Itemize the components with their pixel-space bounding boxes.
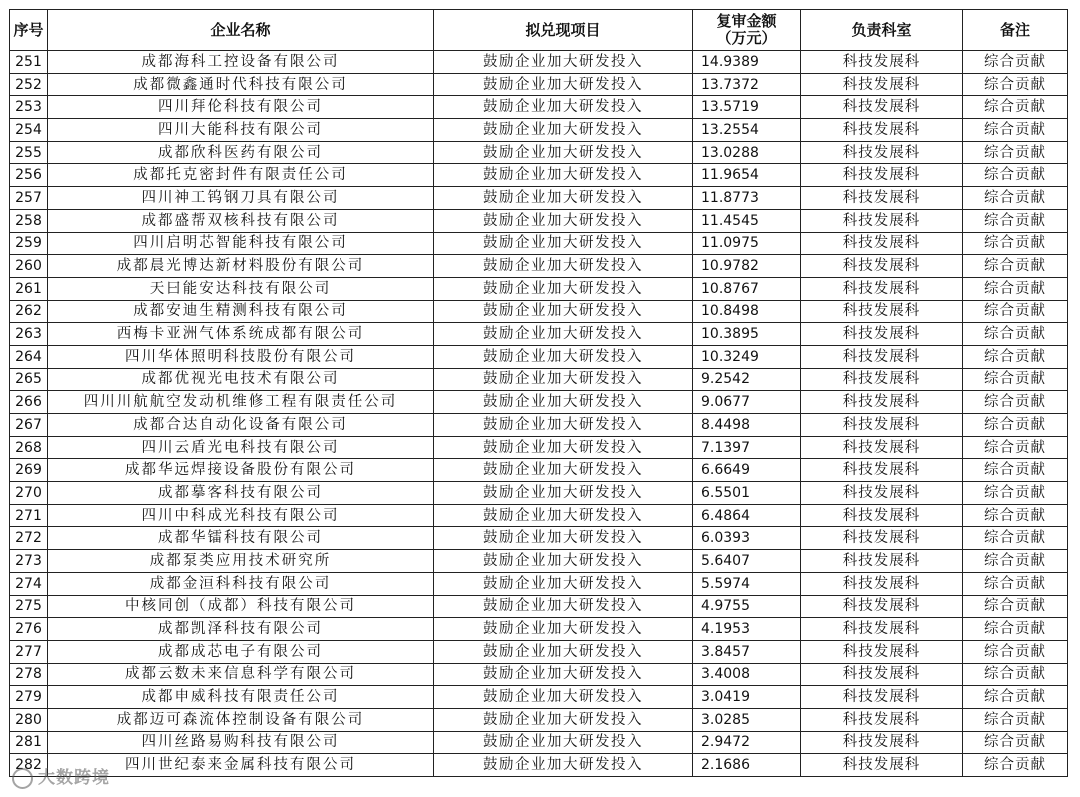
table-row — [10, 277, 1068, 300]
table-row — [10, 595, 1068, 618]
cell-seq: 279 — [10, 686, 48, 709]
cell-project: 鼓励企业加大研发投入 — [434, 255, 693, 278]
cell-remark: 综合贡献 — [963, 96, 1068, 119]
cell-seq: 259 — [10, 232, 48, 255]
table-row — [10, 73, 1068, 96]
cell-amount: 2.1686 — [693, 754, 801, 777]
cell-amount: 8.4498 — [693, 414, 801, 437]
cell-department: 科技发展科 — [801, 754, 963, 777]
cell-remark: 综合贡献 — [963, 550, 1068, 573]
cell-project: 鼓励企业加大研发投入 — [434, 391, 693, 414]
cell-seq: 277 — [10, 640, 48, 663]
table-row — [10, 255, 1068, 278]
cell-remark: 综合贡献 — [963, 663, 1068, 686]
cell-project: 鼓励企业加大研发投入 — [434, 618, 693, 641]
cell-department: 科技发展科 — [801, 368, 963, 391]
cell-company: 成都欣科医药有限公司 — [48, 141, 434, 164]
table-row — [10, 187, 1068, 210]
cell-amount: 10.9782 — [693, 255, 801, 278]
cell-department: 科技发展科 — [801, 300, 963, 323]
cell-remark: 综合贡献 — [963, 277, 1068, 300]
cell-remark: 综合贡献 — [963, 232, 1068, 255]
cell-seq: 280 — [10, 708, 48, 731]
cell-department: 科技发展科 — [801, 119, 963, 142]
table-row — [10, 459, 1068, 482]
cell-amount: 10.3895 — [693, 323, 801, 346]
cell-seq: 262 — [10, 300, 48, 323]
header-amount — [693, 10, 801, 51]
cell-amount: 3.4008 — [693, 663, 801, 686]
cell-company: 中核同创（成都）科技有限公司 — [48, 595, 434, 618]
cell-remark: 综合贡献 — [963, 527, 1068, 550]
cell-seq: 271 — [10, 504, 48, 527]
cell-amount: 5.5974 — [693, 572, 801, 595]
table-row — [10, 391, 1068, 414]
cell-amount: 13.5719 — [693, 96, 801, 119]
header-department: 负责科室 — [801, 10, 963, 51]
table-body — [10, 51, 1068, 777]
cell-company: 四川中科成光科技有限公司 — [48, 504, 434, 527]
cell-remark: 综合贡献 — [963, 414, 1068, 437]
cell-remark: 综合贡献 — [963, 504, 1068, 527]
table-row — [10, 119, 1068, 142]
cell-department: 科技发展科 — [801, 572, 963, 595]
table-row — [10, 368, 1068, 391]
cell-department: 科技发展科 — [801, 164, 963, 187]
cell-department: 科技发展科 — [801, 663, 963, 686]
cell-amount: 14.9389 — [693, 51, 801, 74]
cell-department: 科技发展科 — [801, 527, 963, 550]
cell-department: 科技发展科 — [801, 595, 963, 618]
cell-company: 四川世纪泰来金属科技有限公司 — [48, 754, 434, 777]
cell-company: 成都云数未来信息科学有限公司 — [48, 663, 434, 686]
cell-amount: 2.9472 — [693, 731, 801, 754]
cell-seq: 263 — [10, 323, 48, 346]
cell-project: 鼓励企业加大研发投入 — [434, 436, 693, 459]
cell-remark: 综合贡献 — [963, 686, 1068, 709]
cell-project: 鼓励企业加大研发投入 — [434, 527, 693, 550]
cell-company: 成都摹客科技有限公司 — [48, 482, 434, 505]
header-amount-line2: （万元） — [716, 29, 777, 47]
cell-department: 科技发展科 — [801, 504, 963, 527]
cell-seq: 266 — [10, 391, 48, 414]
header-remark: 备注 — [963, 10, 1068, 51]
cell-seq: 256 — [10, 164, 48, 187]
cell-seq: 276 — [10, 618, 48, 641]
table-row — [10, 504, 1068, 527]
cell-seq: 265 — [10, 368, 48, 391]
cell-company: 成都凯泽科技有限公司 — [48, 618, 434, 641]
cell-project: 鼓励企业加大研发投入 — [434, 277, 693, 300]
cell-project: 鼓励企业加大研发投入 — [434, 708, 693, 731]
cell-amount: 6.6649 — [693, 459, 801, 482]
cell-department: 科技发展科 — [801, 640, 963, 663]
cell-project: 鼓励企业加大研发投入 — [434, 300, 693, 323]
watermark-text: 大数跨境 — [38, 768, 110, 788]
cell-company: 成都迈可森流体控制设备有限公司 — [48, 708, 434, 731]
cell-remark: 综合贡献 — [963, 300, 1068, 323]
table-row — [10, 414, 1068, 437]
cell-amount: 4.1953 — [693, 618, 801, 641]
cell-seq: 251 — [10, 51, 48, 74]
cell-amount: 13.0288 — [693, 141, 801, 164]
cell-department: 科技发展科 — [801, 482, 963, 505]
cell-company: 成都金洹科科技有限公司 — [48, 572, 434, 595]
cell-amount: 3.0419 — [693, 686, 801, 709]
table-row — [10, 754, 1068, 777]
cell-seq: 260 — [10, 255, 48, 278]
cell-remark: 综合贡献 — [963, 51, 1068, 74]
cell-company: 四川拜伦科技有限公司 — [48, 96, 434, 119]
cell-seq: 253 — [10, 96, 48, 119]
cell-amount: 3.8457 — [693, 640, 801, 663]
cell-remark: 综合贡献 — [963, 209, 1068, 232]
cell-company: 成都海科工控设备有限公司 — [48, 51, 434, 74]
cell-company: 四川丝路易购科技有限公司 — [48, 731, 434, 754]
cell-remark: 综合贡献 — [963, 255, 1068, 278]
table-row — [10, 96, 1068, 119]
cell-project: 鼓励企业加大研发投入 — [434, 232, 693, 255]
cell-seq: 267 — [10, 414, 48, 437]
cell-amount: 7.1397 — [693, 436, 801, 459]
cell-department: 科技发展科 — [801, 436, 963, 459]
cell-department: 科技发展科 — [801, 345, 963, 368]
cell-amount: 6.0393 — [693, 527, 801, 550]
cell-remark: 综合贡献 — [963, 323, 1068, 346]
cell-company: 四川华体照明科技股份有限公司 — [48, 345, 434, 368]
cell-department: 科技发展科 — [801, 459, 963, 482]
cell-project: 鼓励企业加大研发投入 — [434, 504, 693, 527]
cell-project: 鼓励企业加大研发投入 — [434, 96, 693, 119]
cell-remark: 综合贡献 — [963, 345, 1068, 368]
cell-remark: 综合贡献 — [963, 731, 1068, 754]
cell-company: 四川启明芯智能科技有限公司 — [48, 232, 434, 255]
cell-project: 鼓励企业加大研发投入 — [434, 731, 693, 754]
cell-project: 鼓励企业加大研发投入 — [434, 663, 693, 686]
cell-seq: 269 — [10, 459, 48, 482]
cell-amount: 13.2554 — [693, 119, 801, 142]
cell-remark: 综合贡献 — [963, 187, 1068, 210]
header-project: 拟兑现项目 — [434, 10, 693, 51]
cell-project: 鼓励企业加大研发投入 — [434, 414, 693, 437]
cell-amount: 6.5501 — [693, 482, 801, 505]
cell-project: 鼓励企业加大研发投入 — [434, 550, 693, 573]
table-row — [10, 663, 1068, 686]
cell-department: 科技发展科 — [801, 618, 963, 641]
cell-company: 成都安迪生精测科技有限公司 — [48, 300, 434, 323]
table-row — [10, 731, 1068, 754]
cell-remark: 综合贡献 — [963, 708, 1068, 731]
cell-amount: 10.3249 — [693, 345, 801, 368]
cell-project: 鼓励企业加大研发投入 — [434, 51, 693, 74]
cell-project: 鼓励企业加大研发投入 — [434, 164, 693, 187]
cell-seq: 252 — [10, 73, 48, 96]
cell-department: 科技发展科 — [801, 232, 963, 255]
cell-seq: 268 — [10, 436, 48, 459]
cell-department: 科技发展科 — [801, 209, 963, 232]
cell-seq: 264 — [10, 345, 48, 368]
table-row — [10, 345, 1068, 368]
table-row — [10, 618, 1068, 641]
cell-seq: 272 — [10, 527, 48, 550]
cell-amount: 13.7372 — [693, 73, 801, 96]
cell-amount: 11.4545 — [693, 209, 801, 232]
cell-company: 成都合达自动化设备有限公司 — [48, 414, 434, 437]
table-row — [10, 323, 1068, 346]
cell-amount: 11.9654 — [693, 164, 801, 187]
cell-amount: 11.8773 — [693, 187, 801, 210]
table-row — [10, 482, 1068, 505]
cell-department: 科技发展科 — [801, 731, 963, 754]
table-row — [10, 209, 1068, 232]
cell-department: 科技发展科 — [801, 73, 963, 96]
cell-project: 鼓励企业加大研发投入 — [434, 640, 693, 663]
header-amount-line1: 复审金额 — [716, 12, 777, 30]
cell-seq: 281 — [10, 731, 48, 754]
table-row — [10, 51, 1068, 74]
table-row — [10, 300, 1068, 323]
cell-department: 科技发展科 — [801, 323, 963, 346]
cell-amount: 5.6407 — [693, 550, 801, 573]
cell-project: 鼓励企业加大研发投入 — [434, 209, 693, 232]
cell-company: 四川神工钨钢刀具有限公司 — [48, 187, 434, 210]
cell-company: 四川大能科技有限公司 — [48, 119, 434, 142]
cell-department: 科技发展科 — [801, 141, 963, 164]
cell-project: 鼓励企业加大研发投入 — [434, 595, 693, 618]
table-row — [10, 232, 1068, 255]
cell-seq: 274 — [10, 572, 48, 595]
cell-remark: 综合贡献 — [963, 459, 1068, 482]
cell-company: 成都盛帮双核科技有限公司 — [48, 209, 434, 232]
cell-seq: 275 — [10, 595, 48, 618]
cell-department: 科技发展科 — [801, 187, 963, 210]
cell-amount: 4.9755 — [693, 595, 801, 618]
cell-department: 科技发展科 — [801, 414, 963, 437]
cell-seq: 278 — [10, 663, 48, 686]
cell-project: 鼓励企业加大研发投入 — [434, 119, 693, 142]
cell-remark: 综合贡献 — [963, 595, 1068, 618]
table-row — [10, 550, 1068, 573]
header-seq: 序号 — [10, 10, 48, 51]
cell-department: 科技发展科 — [801, 277, 963, 300]
table-row — [10, 640, 1068, 663]
cell-company: 西梅卡亚洲气体系统成都有限公司 — [48, 323, 434, 346]
cell-company: 成都优视光电技术有限公司 — [48, 368, 434, 391]
cell-department: 科技发展科 — [801, 550, 963, 573]
cell-company: 成都成芯电子有限公司 — [48, 640, 434, 663]
cell-remark: 综合贡献 — [963, 640, 1068, 663]
cell-remark: 综合贡献 — [963, 618, 1068, 641]
cell-seq: 273 — [10, 550, 48, 573]
cell-company: 四川川航航空发动机维修工程有限责任公司 — [48, 391, 434, 414]
cell-department: 科技发展科 — [801, 708, 963, 731]
cell-remark: 综合贡献 — [963, 391, 1068, 414]
cell-department: 科技发展科 — [801, 51, 963, 74]
cell-project: 鼓励企业加大研发投入 — [434, 345, 693, 368]
cell-seq: 258 — [10, 209, 48, 232]
cell-amount: 10.8498 — [693, 300, 801, 323]
cell-seq: 282 — [10, 754, 48, 777]
table-row — [10, 436, 1068, 459]
table-header-row — [10, 10, 1068, 51]
cell-amount: 3.0285 — [693, 708, 801, 731]
cell-company: 成都托克密封件有限责任公司 — [48, 164, 434, 187]
cell-project: 鼓励企业加大研发投入 — [434, 73, 693, 96]
cell-company: 四川云盾光电科技有限公司 — [48, 436, 434, 459]
cell-remark: 综合贡献 — [963, 164, 1068, 187]
cell-project: 鼓励企业加大研发投入 — [434, 323, 693, 346]
cell-remark: 综合贡献 — [963, 141, 1068, 164]
cell-remark: 综合贡献 — [963, 572, 1068, 595]
table-row — [10, 164, 1068, 187]
cell-project: 鼓励企业加大研发投入 — [434, 368, 693, 391]
cell-project: 鼓励企业加大研发投入 — [434, 482, 693, 505]
cell-remark: 综合贡献 — [963, 73, 1068, 96]
cell-company: 成都泵类应用技术研究所 — [48, 550, 434, 573]
cell-seq: 270 — [10, 482, 48, 505]
table-row — [10, 686, 1068, 709]
table-row — [10, 572, 1068, 595]
cell-amount: 10.8767 — [693, 277, 801, 300]
cell-remark: 综合贡献 — [963, 754, 1068, 777]
table-row — [10, 141, 1068, 164]
cell-seq: 255 — [10, 141, 48, 164]
cell-seq: 257 — [10, 187, 48, 210]
cell-company: 成都华远焊接设备股份有限公司 — [48, 459, 434, 482]
cell-department: 科技发展科 — [801, 686, 963, 709]
cell-project: 鼓励企业加大研发投入 — [434, 141, 693, 164]
cell-amount: 11.0975 — [693, 232, 801, 255]
cell-company: 成都华镭科技有限公司 — [48, 527, 434, 550]
cell-seq: 254 — [10, 119, 48, 142]
cell-amount: 9.2542 — [693, 368, 801, 391]
enterprise-table — [9, 9, 1068, 777]
cell-remark: 综合贡献 — [963, 368, 1068, 391]
table-row — [10, 527, 1068, 550]
cell-project: 鼓励企业加大研发投入 — [434, 572, 693, 595]
cell-department: 科技发展科 — [801, 255, 963, 278]
cell-company: 成都申威科技有限责任公司 — [48, 686, 434, 709]
cell-amount: 9.0677 — [693, 391, 801, 414]
cell-company: 成都微鑫通时代科技有限公司 — [48, 73, 434, 96]
header-company: 企业名称 — [48, 10, 434, 51]
cell-project: 鼓励企业加大研发投入 — [434, 754, 693, 777]
cell-department: 科技发展科 — [801, 96, 963, 119]
cell-project: 鼓励企业加大研发投入 — [434, 187, 693, 210]
cell-remark: 综合贡献 — [963, 436, 1068, 459]
watermark — [12, 763, 110, 789]
cell-project: 鼓励企业加大研发投入 — [434, 686, 693, 709]
cell-department: 科技发展科 — [801, 391, 963, 414]
cell-company: 天曰能安达科技有限公司 — [48, 277, 434, 300]
cell-project: 鼓励企业加大研发投入 — [434, 459, 693, 482]
cell-amount: 6.4864 — [693, 504, 801, 527]
cell-company: 成都晨光博达新材料股份有限公司 — [48, 255, 434, 278]
camera-icon — [12, 768, 33, 789]
cell-seq: 261 — [10, 277, 48, 300]
cell-remark: 综合贡献 — [963, 119, 1068, 142]
table-row — [10, 708, 1068, 731]
cell-remark: 综合贡献 — [963, 482, 1068, 505]
